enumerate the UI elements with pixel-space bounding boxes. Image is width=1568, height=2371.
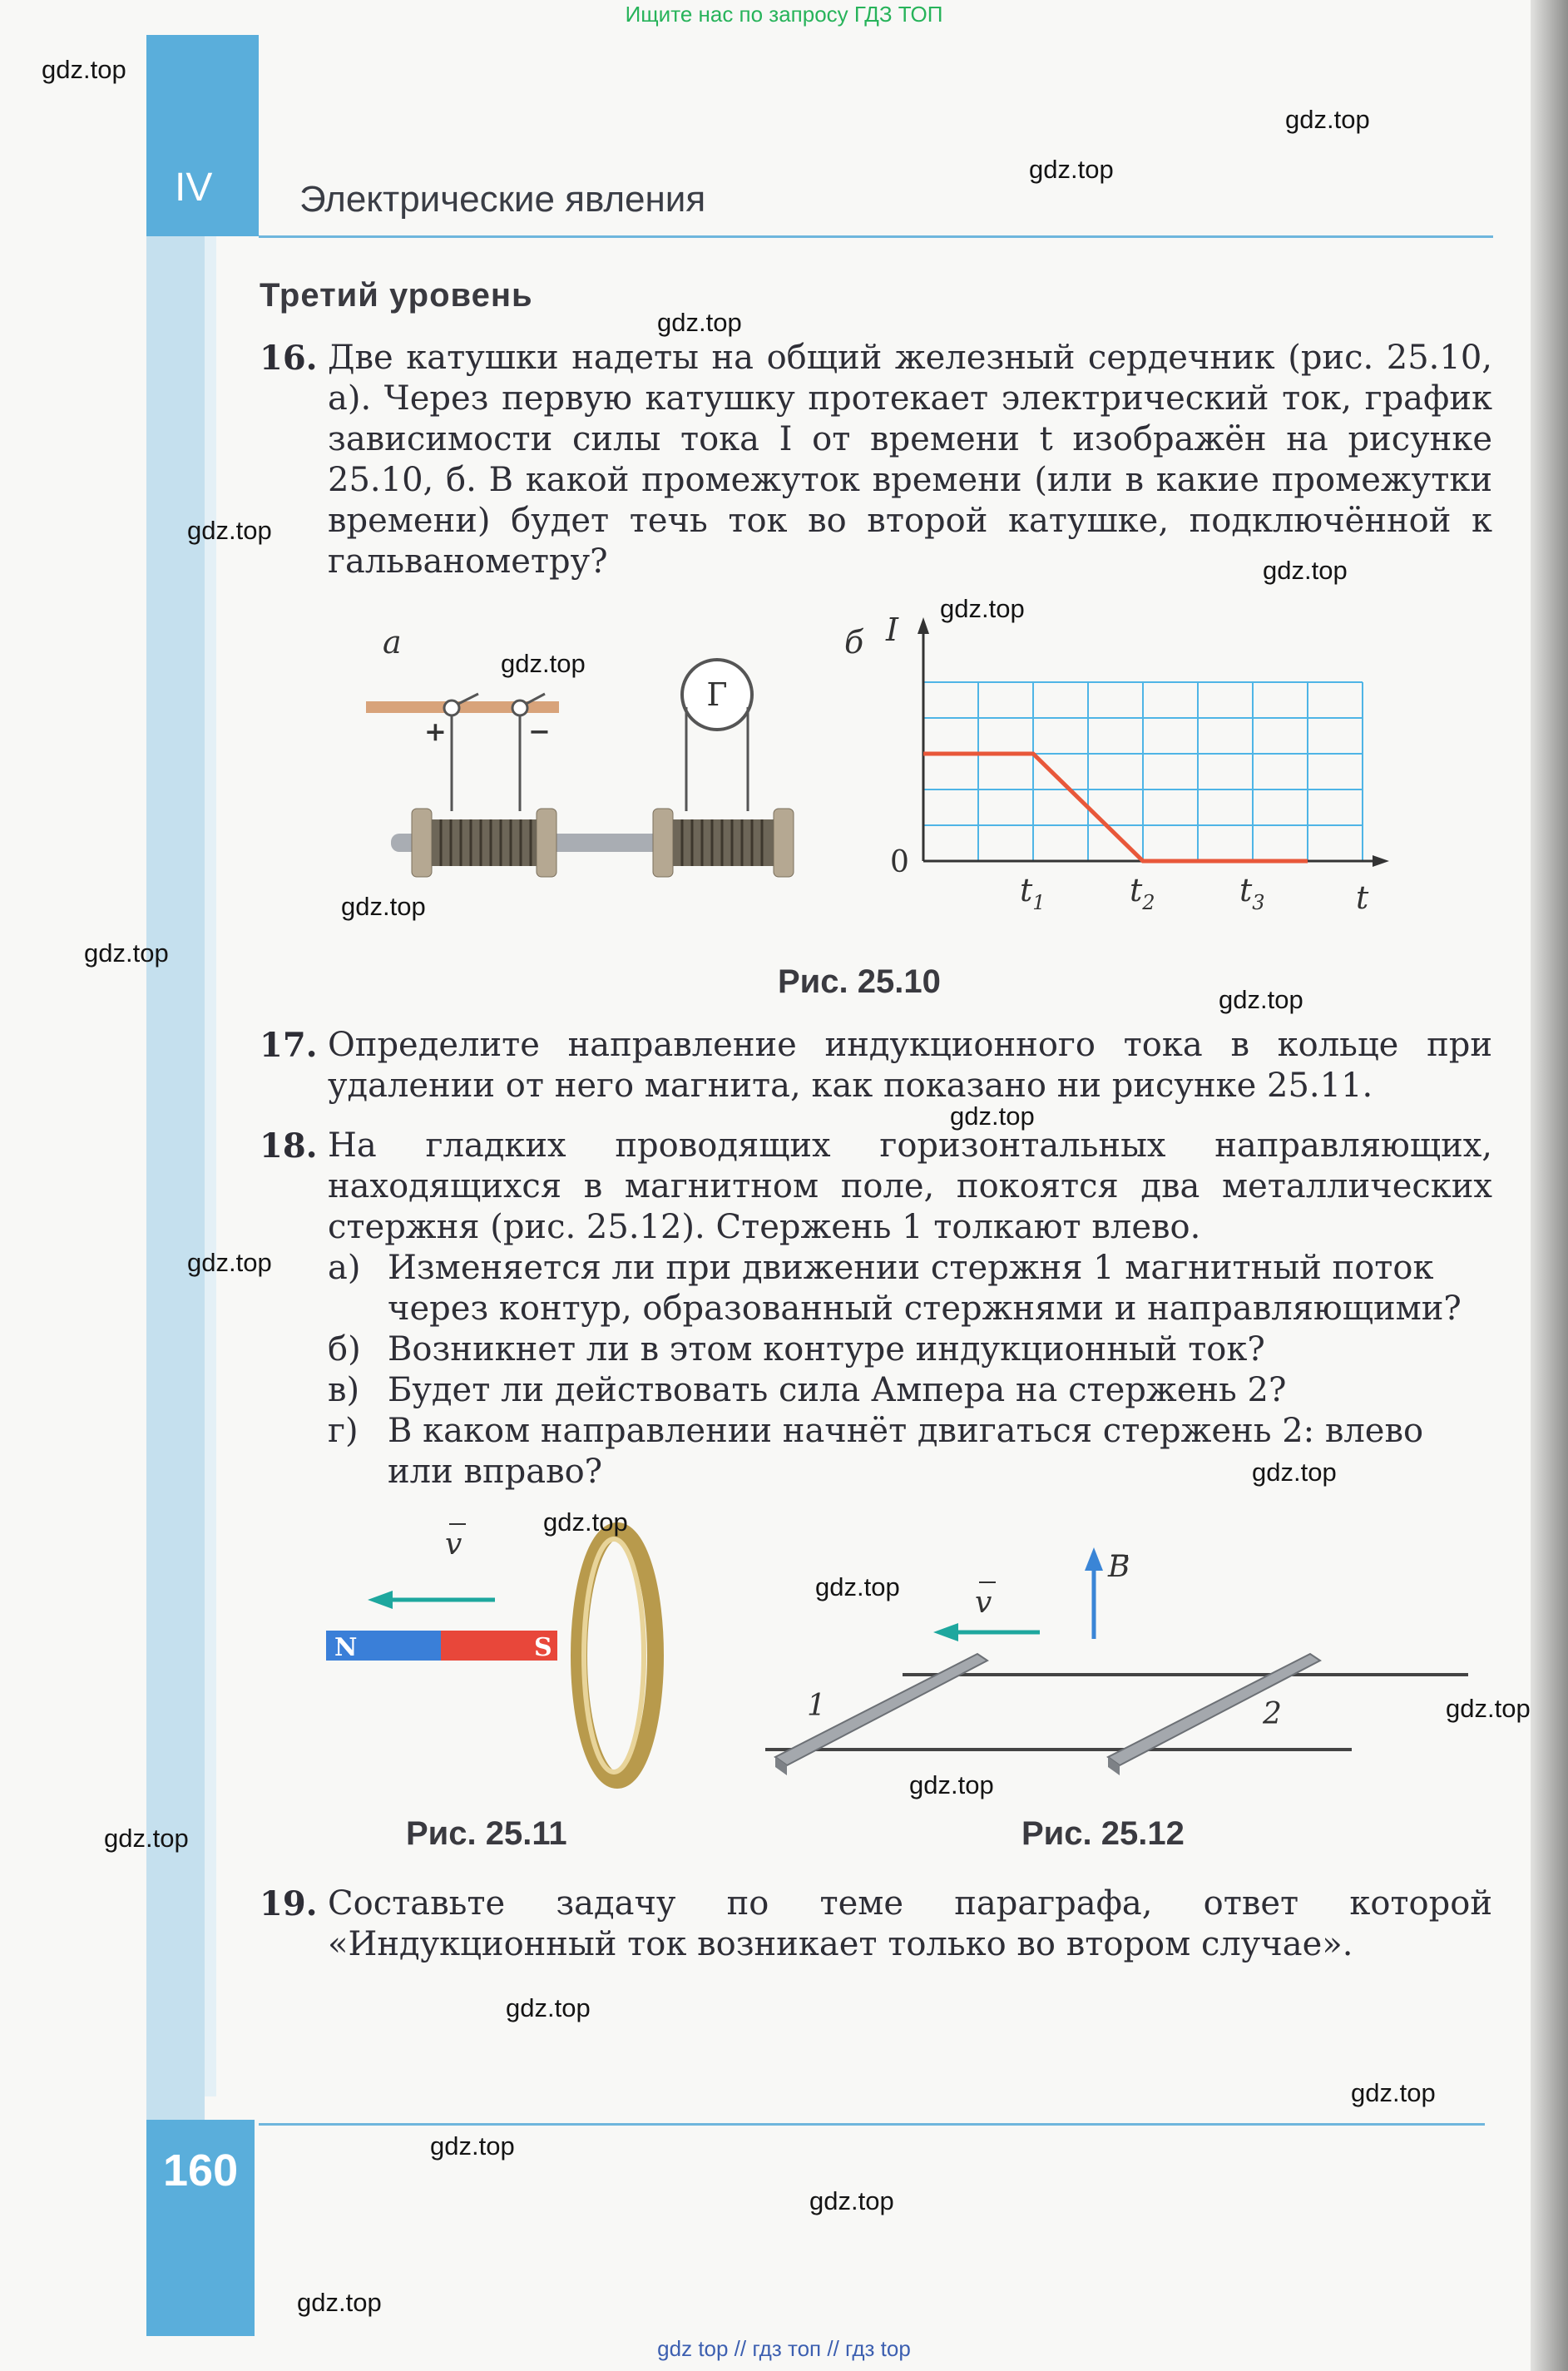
chapter-number: IV — [175, 166, 213, 210]
watermark[interactable]: gdz.top — [187, 516, 272, 545]
watermark[interactable]: gdz.top — [187, 1248, 272, 1277]
watermark[interactable]: gdz.top — [297, 2288, 382, 2317]
contact-terminal — [512, 700, 527, 715]
watermark[interactable]: gdz.top — [657, 308, 742, 337]
problem-18-item-a — [328, 1248, 1492, 1329]
problem-18 — [260, 1126, 1492, 1248]
arrow-head-icon — [368, 1591, 393, 1609]
rod-1-label: 1 — [807, 1689, 826, 1723]
rod-2-label: 2 — [1263, 1697, 1282, 1731]
problem-19 — [260, 1883, 1492, 1965]
watermark[interactable]: gdz.top — [909, 1770, 994, 1799]
footer-links[interactable]: gdz top // гдз топ // гдз top — [657, 2336, 911, 2361]
chart-axes — [918, 617, 1389, 867]
contact-terminal — [444, 700, 459, 715]
watermark[interactable]: gdz.top — [104, 1824, 189, 1853]
y-axis-arrow-icon — [918, 617, 929, 634]
x-axis-label: t — [1356, 879, 1369, 916]
top-banner[interactable]: Ищите нас по запросу ГДЗ ТОП — [625, 2, 943, 27]
page-fold-edge — [1531, 0, 1568, 2371]
problem-text: На гладких проводящих горизонтальных направляющих, находящихся в магнитном поле, покоятся два металлических стержня (рис. 25.12). Стержень 1 толкают влево. — [328, 1126, 1492, 1246]
tick-t2: $t_2$ — [1130, 872, 1155, 914]
item-label: б) — [328, 1330, 361, 1369]
figure-25-10-b-chart — [832, 616, 1406, 932]
coil-flange — [412, 809, 432, 877]
caption-25-10: Рис. 25.10 — [778, 963, 941, 1000]
y-axis-label: I — [886, 616, 899, 648]
south-label: S — [534, 1633, 552, 1662]
velocity-label: v — [975, 1586, 992, 1620]
section-heading: Третий уровень — [260, 277, 533, 314]
problem-17 — [260, 1025, 1492, 1106]
header-divider — [259, 235, 1493, 238]
left-margin-band — [146, 35, 205, 2331]
problem-number: 19. — [260, 1884, 318, 1923]
watermark[interactable]: gdz.top — [84, 938, 169, 968]
figure-25-11 — [316, 1514, 682, 1789]
page-number: 160 — [163, 2146, 239, 2195]
problem-16 — [260, 338, 1492, 582]
watermark[interactable]: gdz.top — [543, 1507, 628, 1537]
problem-number: 17. — [260, 1026, 318, 1065]
watermark[interactable]: gdz.top — [1252, 1458, 1337, 1487]
origin-label: 0 — [890, 845, 909, 879]
watermark[interactable]: gdz.top — [1446, 1694, 1531, 1723]
problem-18-item-c — [328, 1370, 1492, 1411]
watermark[interactable]: gdz.top — [430, 2131, 515, 2161]
watermark[interactable]: gdz.top — [1285, 105, 1370, 134]
item-text: Будет ли действовать сила Ампера на стержень 2? — [388, 1371, 1287, 1409]
watermark[interactable]: gdz.top — [809, 2186, 894, 2215]
watermark[interactable]: gdz.top — [341, 892, 426, 921]
arrow-head-icon — [1085, 1547, 1103, 1571]
velocity-label: v — [445, 1527, 462, 1562]
item-text: Возникнет ли в этом контуре индукционный ток? — [388, 1330, 1265, 1369]
item-label: г) — [328, 1412, 359, 1450]
coil-flange — [653, 809, 673, 877]
tick-t1: $t_1$ — [1020, 872, 1046, 914]
item-text: В каком направлении начнёт двигаться стержень 2: влево или вправо? — [388, 1412, 1424, 1491]
problem-number: 18. — [260, 1126, 318, 1166]
current-series-line — [923, 754, 1308, 861]
fig-b-label: б — [844, 624, 864, 661]
watermark[interactable]: gdz.top — [501, 649, 586, 678]
left-margin-inner-band — [205, 233, 216, 2096]
minus-sign: − — [528, 715, 551, 747]
caption-25-11: Рис. 25.11 — [406, 1815, 567, 1852]
chapter-title: Электрические явления — [299, 179, 706, 220]
fig-a-label: а — [383, 624, 402, 661]
watermark[interactable]: gdz.top — [815, 1572, 900, 1601]
problem-text: Две катушки надеты на общий железный сердечник (рис. 25.10, а). Через первую катушку протекает электрический ток, график зависимости силы тока I от времени t изображён на рисунке 25.10, б. В какой промежуток времени (или в какие промежутки времени) будет течь ток во второй катушке, подключённой к гальванометру? — [328, 339, 1492, 581]
arrow-head-icon — [933, 1623, 958, 1641]
watermark[interactable]: gdz.top — [506, 1993, 591, 2022]
watermark[interactable]: gdz.top — [1219, 985, 1303, 1014]
item-label: в) — [328, 1371, 360, 1409]
field-label: B — [1108, 1550, 1130, 1584]
item-text: Изменяется ли при движении стержня 1 магнитный поток через контур, образованный стержнями и направляющими? — [388, 1249, 1462, 1328]
watermark[interactable]: gdz.top — [940, 594, 1025, 623]
problem-text: Составьте задачу по теме параграфа, ответ которой «Индукционный ток возникает только во втором случае». — [328, 1884, 1492, 1963]
watermark[interactable]: gdz.top — [1263, 556, 1348, 585]
problem-number: 16. — [260, 339, 318, 378]
x-tick-labels — [1020, 872, 1265, 914]
chart-grid — [923, 682, 1363, 861]
tick-t3: $t_3$ — [1239, 872, 1265, 914]
watermark[interactable]: gdz.top — [1351, 2078, 1436, 2107]
problem-18-item-b — [328, 1329, 1492, 1370]
problem-text: Определите направление индукционного тока в кольце при удалении от него магнита, как показано ни рисунке 25.11. — [328, 1026, 1492, 1105]
watermark[interactable]: gdz.top — [42, 55, 126, 84]
coil-flange — [774, 809, 794, 877]
watermark[interactable]: gdz.top — [1029, 155, 1114, 184]
ring-highlight — [584, 1539, 644, 1772]
caption-25-12: Рис. 25.12 — [1021, 1815, 1185, 1852]
watermark[interactable]: gdz.top — [950, 1101, 1035, 1131]
x-axis-arrow-icon — [1373, 855, 1389, 867]
item-label: а) — [328, 1249, 361, 1287]
north-label: N — [334, 1633, 358, 1662]
plus-sign: + — [424, 715, 447, 747]
footer-divider — [259, 2123, 1485, 2126]
coil-flange — [537, 809, 556, 877]
galvanometer-label: Г — [706, 676, 728, 713]
